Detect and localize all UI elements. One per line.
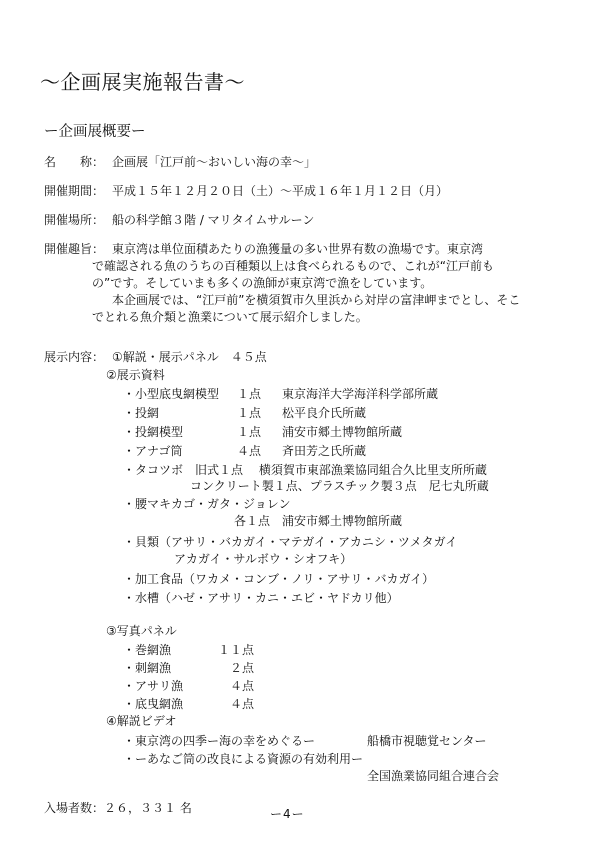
- exhibit-panels: ①解説・展示パネル ４５点: [112, 350, 267, 364]
- video-heading: ④解説ビデオ: [106, 714, 177, 728]
- item-count: ４点: [237, 444, 262, 458]
- video-title: ・ーあなご筒の改良による資源の有効利用ー: [123, 752, 364, 766]
- venue-label: 開催場所：: [44, 213, 105, 227]
- purpose-body: [92, 258, 522, 326]
- photo-name: ・アサリ漁: [123, 679, 184, 693]
- name-value: 企画展「江戸前〜おいしい海の幸〜」: [112, 155, 317, 169]
- item-count: １点: [237, 425, 262, 439]
- video-source: 船橋市視聴覚センター: [367, 734, 487, 748]
- purpose-paragraph-2: 本企画展では、“江戸前”を横須賀市久里浜から対岸の富津岬までとし、そこでとれる魚介類と漁業について展示紹介しました。: [92, 293, 521, 324]
- photo-name: ・巻網漁: [123, 643, 172, 657]
- page-number: ー4ー: [270, 807, 305, 821]
- item-source: 浦安市郷土博物館所蔵: [282, 425, 403, 439]
- photo-count: ２点: [230, 661, 255, 675]
- photo-heading: ③写真パネル: [106, 624, 177, 638]
- item-count: １点: [237, 406, 262, 420]
- purpose-label: 開催趣旨：: [44, 242, 105, 256]
- item-source: 斉田芳之氏所蔵: [282, 444, 367, 458]
- item-count: １点: [237, 387, 262, 401]
- purpose-line1: 東京湾は単位面積あたりの漁獲量の多い世界有数の漁場です。東京湾: [112, 242, 484, 256]
- takotsubo-line2: コンクリート製１点、プラスチック製３点 尼七丸所蔵: [190, 479, 489, 493]
- period-label: 開催期間：: [44, 184, 105, 198]
- photo-name: ・刺網漁: [123, 661, 172, 675]
- purpose-rest: で確認される魚のうちの百種類以上は食べられるもので、これが“江戸前もの”です。そしていまも多くの漁師が東京湾で漁をしています。: [92, 259, 494, 290]
- shells-line2: アカガイ・サルボウ・シオフキ）: [174, 552, 353, 566]
- venue-value: 船の科学館３階 / マリタイムサルーン: [112, 213, 315, 227]
- shells-line1: ・貝類（アサリ・バカガイ・マテガイ・アカニシ・ツメタガイ: [123, 535, 458, 549]
- video-title: ・東京湾の四季ー海の幸をめぐるー: [123, 734, 316, 748]
- item-name: ・投網模型: [123, 425, 184, 439]
- processed-foods: ・加工食品（ワカメ・コンブ・ノリ・アサリ・バカガイ）: [123, 572, 435, 586]
- water-tank: ・水槽（ハゼ・アサリ・カニ・エビ・ヤドカリ他）: [123, 591, 399, 605]
- name-label: 名 称：: [44, 155, 105, 169]
- page-title: 〜企画展実施報告書〜: [40, 70, 245, 94]
- item-source: 松平良介氏所蔵: [282, 406, 367, 420]
- section-heading: ー企画展概要ー: [44, 124, 146, 140]
- item-name: ・投網: [123, 406, 160, 420]
- video-source: 全国漁業協同組合連合会: [367, 769, 500, 783]
- photo-name: ・底曳網漁: [123, 697, 184, 711]
- item-source: 東京海洋大学海洋科学部所蔵: [282, 387, 439, 401]
- period-value: 平成１５年１２月２０日（土）〜平成１６年１月１２日（月）: [112, 184, 449, 198]
- baskets-line2: 各１点 浦安市郷土博物館所蔵: [234, 514, 403, 528]
- item-name: ・アナゴ筒: [123, 444, 183, 458]
- takotsubo-line1: ・タコツボ 旧式１点 横須賀市東部漁業協同組合久比里支所所蔵: [123, 463, 487, 477]
- photo-count: ４点: [230, 697, 255, 711]
- item-name: ・小型底曳網模型: [123, 387, 220, 401]
- exhibits-label: 展示内容：: [44, 350, 105, 364]
- baskets-line1: ・腰マキカゴ・ガタ・ジョレン: [123, 497, 291, 511]
- photo-count: ４点: [230, 679, 255, 693]
- attendance-count: 入場者数：２６，３３１ 名: [44, 801, 192, 815]
- photo-count: １１点: [218, 643, 255, 657]
- materials-heading: ②展示資料: [106, 368, 165, 382]
